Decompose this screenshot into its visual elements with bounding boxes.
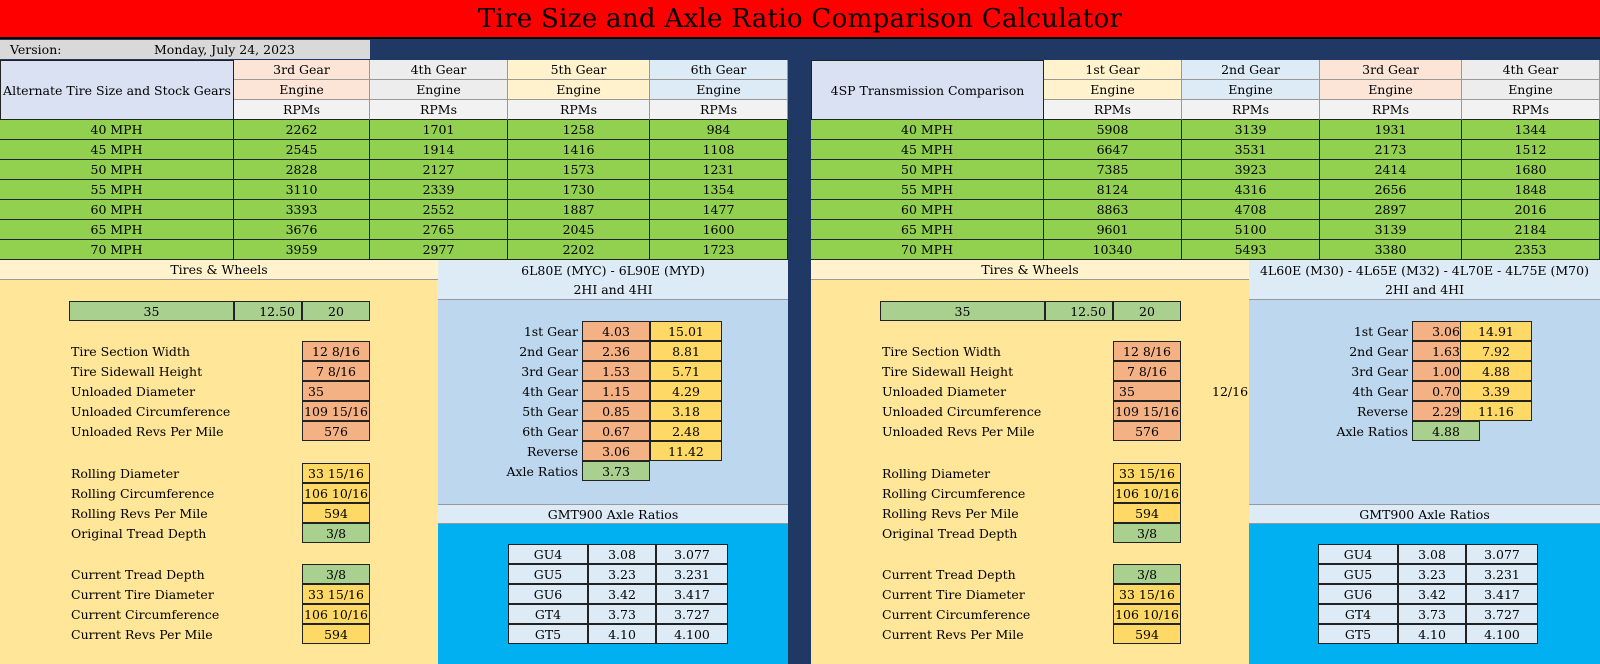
tire-metric-label: Current Circumference: [882, 606, 1031, 622]
axle-ratio-cell: 3.23: [1398, 564, 1466, 584]
rpm-value-cell[interactable]: 4708: [1182, 200, 1320, 220]
gear-label: Reverse: [526, 443, 578, 459]
version-label: Version:: [10, 42, 62, 57]
column-header-engine: Engine: [370, 80, 508, 100]
tire-size-input[interactable]: 12.50: [1045, 301, 1113, 321]
tire-metric-value[interactable]: 33 15/16: [302, 463, 370, 483]
rpm-value-cell[interactable]: 2353: [1462, 240, 1600, 260]
rpm-value-cell[interactable]: 2184: [1462, 220, 1600, 240]
column-header-gear: 1st Gear: [1044, 60, 1182, 80]
rpm-value-cell[interactable]: 984: [650, 120, 788, 140]
rpm-value-cell[interactable]: 2552: [370, 200, 508, 220]
axle-ratio-cell: 4.10: [1398, 624, 1466, 644]
tire-metric-value[interactable]: 109 15/16: [1113, 401, 1181, 421]
gear-ratio-value[interactable]: 0.70: [1412, 381, 1480, 401]
tire-metric-label: Current Circumference: [71, 606, 220, 622]
rpm-value-cell[interactable]: 1512: [1462, 140, 1600, 160]
rpm-value-cell[interactable]: 1600: [650, 220, 788, 240]
column-header-rpms: RPMs: [1182, 100, 1320, 120]
axle-ratio-input[interactable]: 3.73: [582, 461, 650, 481]
gear-label: 2nd Gear: [519, 343, 578, 359]
tire-metric-label: Current Tread Depth: [71, 566, 205, 582]
gear-ratio-value[interactable]: 1.00: [1412, 361, 1480, 381]
rpm-value-cell[interactable]: 1680: [1462, 160, 1600, 180]
tire-metric-value[interactable]: 3/8: [1113, 564, 1181, 584]
column-header-engine: Engine: [234, 80, 370, 100]
tire-metric-label: Rolling Revs Per Mile: [882, 505, 1019, 521]
rpm-value-cell[interactable]: 5493: [1182, 240, 1320, 260]
rpm-value-cell[interactable]: 3139: [1182, 120, 1320, 140]
gear-label: 4th Gear: [1352, 383, 1408, 399]
tire-metric-label: Unloaded Circumference: [71, 403, 231, 419]
tire-metric-value[interactable]: 106 10/16: [302, 483, 370, 503]
speed-row-label[interactable]: 65 MPH: [0, 220, 234, 240]
tire-metric-label: Current Tire Diameter: [71, 586, 214, 602]
tire-metric-value[interactable]: 594: [1113, 503, 1181, 523]
rpm-value-cell[interactable]: 2897: [1320, 200, 1462, 220]
axle-ratio-cell: GU6: [508, 584, 588, 604]
final-drive-value[interactable]: 5.71: [650, 361, 722, 381]
gear-ratio-value[interactable]: 1.53: [582, 361, 650, 381]
final-drive-value[interactable]: 4.88: [1460, 361, 1532, 381]
tire-metric-label: Tire Sidewall Height: [71, 363, 203, 379]
tire-metric-value[interactable]: 3/8: [302, 564, 370, 584]
tire-metric-value[interactable]: 7 8/16: [1113, 361, 1181, 381]
rpm-value-cell[interactable]: 3531: [1182, 140, 1320, 160]
version-date[interactable]: Monday, July 24, 2023: [154, 42, 295, 57]
column-header-gear: 4th Gear: [1462, 60, 1600, 80]
rpm-value-cell[interactable]: 8124: [1044, 180, 1182, 200]
axle-ratio-cell: 3.231: [1466, 564, 1538, 584]
tire-metric-value[interactable]: 33 15/16: [1113, 463, 1181, 483]
axle-ratio-cell: GT5: [1318, 624, 1398, 644]
rpm-value-cell[interactable]: 2545: [234, 140, 370, 160]
tire-metric-label: Tire Sidewall Height: [882, 363, 1014, 379]
transmission-subtitle: 2HI and 4HI: [438, 280, 788, 300]
axle-ratio-cell: 3.231: [656, 564, 728, 584]
axle-ratio-label: Axle Ratios: [506, 463, 578, 479]
tire-metric-value[interactable]: 12 8/16: [302, 341, 370, 361]
axle-ratio-cell: 3.077: [1466, 544, 1538, 564]
axle-ratio-cell: 3.727: [1466, 604, 1538, 624]
gear-label: 1st Gear: [523, 323, 578, 339]
tire-size-input[interactable]: 20: [302, 301, 370, 321]
axle-ratio-cell: 3.73: [1398, 604, 1466, 624]
tire-metric-value[interactable]: 33 15/16: [302, 584, 370, 604]
column-header-gear: 2nd Gear: [1182, 60, 1320, 80]
rpm-value-cell[interactable]: 3923: [1182, 160, 1320, 180]
rpm-value-cell[interactable]: 1701: [370, 120, 508, 140]
tires-header-right: Tires & Wheels: [811, 260, 1249, 280]
tire-size-input[interactable]: 12.50: [234, 301, 302, 321]
axle-ratio-cell: 4.100: [1466, 624, 1538, 644]
rpm-value-cell[interactable]: 9601: [1044, 220, 1182, 240]
transmission-title: 6L80E (MYC) - 6L90E (MYD): [438, 260, 788, 280]
speed-row-label[interactable]: 70 MPH: [811, 240, 1044, 260]
gear-label: 5th Gear: [522, 403, 578, 419]
tire-metric-value[interactable]: 576: [1113, 421, 1181, 441]
rpm-value-cell[interactable]: 2045: [508, 220, 650, 240]
final-drive-value[interactable]: 2.48: [650, 421, 722, 441]
rpm-value-cell[interactable]: 1258: [508, 120, 650, 140]
page-title: Tire Size and Axle Ratio Comparison Calculator: [0, 0, 1600, 39]
column-header-gear: 6th Gear: [650, 60, 788, 80]
tire-metric-label: Unloaded Revs Per Mile: [882, 423, 1035, 439]
rpm-value-cell[interactable]: 1231: [650, 160, 788, 180]
final-drive-value[interactable]: 4.29: [650, 381, 722, 401]
final-drive-value[interactable]: 3.18: [650, 401, 722, 421]
tire-metric-value[interactable]: 12 8/16: [1113, 341, 1181, 361]
speed-row-label[interactable]: 65 MPH: [811, 220, 1044, 240]
tire-metric-label: Unloaded Circumference: [882, 403, 1042, 419]
axle-ratio-cell: GU6: [1318, 584, 1398, 604]
transmission-title: 4L60E (M30) - 4L65E (M32) - 4L70E - 4L75E (M70): [1249, 260, 1600, 280]
rpm-value-cell[interactable]: 6647: [1044, 140, 1182, 160]
rpm-value-cell[interactable]: 2414: [1320, 160, 1462, 180]
axle-ratio-cell: 3.73: [588, 604, 656, 624]
column-header-rpms: RPMs: [1462, 100, 1600, 120]
rpm-value-cell[interactable]: 1848: [1462, 180, 1600, 200]
rpm-value-cell[interactable]: 3676: [234, 220, 370, 240]
speed-row-label[interactable]: 40 MPH: [0, 120, 234, 140]
rpm-value-cell[interactable]: 3110: [234, 180, 370, 200]
tire-metric-label: Rolling Circumference: [882, 485, 1026, 501]
table-corner-label: 4SP Transmission Comparison: [811, 60, 1044, 120]
column-header-gear: 4th Gear: [370, 60, 508, 80]
column-header-gear: 5th Gear: [508, 60, 650, 80]
axle-ratio-cell: 3.42: [1398, 584, 1466, 604]
axle-ratio-cell: 4.100: [656, 624, 728, 644]
tire-metric-label: Tire Section Width: [71, 343, 190, 359]
rpm-value-cell[interactable]: 2127: [370, 160, 508, 180]
extra-note: 12/16: [1212, 383, 1249, 399]
rpm-value-cell[interactable]: 1344: [1462, 120, 1600, 140]
rpm-value-cell[interactable]: 1931: [1320, 120, 1462, 140]
axle-ratio-cell: 4.10: [588, 624, 656, 644]
tire-metric-label: Unloaded Diameter: [882, 383, 1007, 399]
speed-row-label[interactable]: 70 MPH: [0, 240, 234, 260]
rpm-value-cell[interactable]: 2765: [370, 220, 508, 240]
tire-metric-value[interactable]: 106 10/16: [1113, 604, 1181, 624]
column-header-engine: Engine: [1320, 80, 1462, 100]
tire-metric-value[interactable]: 33 15/16: [1113, 584, 1181, 604]
gear-ratio-value[interactable]: 0.85: [582, 401, 650, 421]
gear-label: 3rd Gear: [521, 363, 578, 379]
rpm-value-cell[interactable]: 2828: [234, 160, 370, 180]
axle-ratio-input[interactable]: 4.88: [1412, 421, 1480, 441]
tire-metric-value[interactable]: 35: [1113, 381, 1181, 401]
axle-ratio-cell: 3.08: [1398, 544, 1466, 564]
final-drive-value[interactable]: 14.91: [1460, 321, 1532, 341]
rpm-value-cell[interactable]: 10340: [1044, 240, 1182, 260]
speed-row-label[interactable]: 60 MPH: [0, 200, 234, 220]
column-header-rpms: RPMs: [234, 100, 370, 120]
column-header-gear: 3rd Gear: [234, 60, 370, 80]
tire-metric-label: Rolling Diameter: [71, 465, 180, 481]
tire-metric-label: Rolling Diameter: [882, 465, 991, 481]
axle-ratio-cell: 3.417: [656, 584, 728, 604]
gear-label: 3rd Gear: [1351, 363, 1408, 379]
tire-metric-value[interactable]: 109 15/16: [302, 401, 370, 421]
tire-metric-label: Unloaded Diameter: [71, 383, 196, 399]
axle-ratio-cell: GU4: [1318, 544, 1398, 564]
axle-ratio-cell: 3.727: [656, 604, 728, 624]
axle-ratio-cell: GT4: [508, 604, 588, 624]
column-header-rpms: RPMs: [650, 100, 788, 120]
transmission-subtitle: 2HI and 4HI: [1249, 280, 1600, 300]
speed-row-label[interactable]: 40 MPH: [811, 120, 1044, 140]
rpm-value-cell[interactable]: 8863: [1044, 200, 1182, 220]
axle-ratio-cell: GU5: [508, 564, 588, 584]
rpm-value-cell[interactable]: 2339: [370, 180, 508, 200]
column-header-engine: Engine: [1182, 80, 1320, 100]
tire-metric-value[interactable]: 106 10/16: [302, 604, 370, 624]
tire-size-input[interactable]: 35: [880, 301, 1045, 321]
column-header-engine: Engine: [1462, 80, 1600, 100]
speed-row-label[interactable]: 60 MPH: [811, 200, 1044, 220]
rpm-value-cell[interactable]: 1914: [370, 140, 508, 160]
gear-label: 1st Gear: [1353, 323, 1408, 339]
column-header-engine: Engine: [1044, 80, 1182, 100]
version-bar: [0, 40, 370, 59]
gear-ratio-value[interactable]: 2.29: [1412, 401, 1480, 421]
gear-ratio-value[interactable]: 0.67: [582, 421, 650, 441]
table-corner-label: Alternate Tire Size and Stock Gears: [0, 60, 234, 120]
gear-ratio-value[interactable]: 3.06: [582, 441, 650, 461]
tire-metric-label: Current Tire Diameter: [882, 586, 1025, 602]
gear-ratio-value[interactable]: 2.36: [582, 341, 650, 361]
tire-metric-value[interactable]: 594: [302, 624, 370, 644]
axle-ratio-cell: 3.08: [588, 544, 656, 564]
final-drive-value[interactable]: 11.42: [650, 441, 722, 461]
tires-header-left: Tires & Wheels: [0, 260, 438, 280]
speed-row-label[interactable]: 55 MPH: [811, 180, 1044, 200]
rpm-value-cell[interactable]: 1887: [508, 200, 650, 220]
column-header-rpms: RPMs: [1044, 100, 1182, 120]
axle-ratio-cell: GT5: [508, 624, 588, 644]
tire-metric-label: Unloaded Revs Per Mile: [71, 423, 224, 439]
tire-size-input[interactable]: 35: [69, 301, 234, 321]
rpm-value-cell[interactable]: 1108: [650, 140, 788, 160]
rpm-value-cell[interactable]: 3380: [1320, 240, 1462, 260]
rpm-value-cell[interactable]: 1416: [508, 140, 650, 160]
rpm-value-cell[interactable]: 2977: [370, 240, 508, 260]
speed-row-label[interactable]: 45 MPH: [811, 140, 1044, 160]
rpm-value-cell[interactable]: 3959: [234, 240, 370, 260]
tire-metric-label: Current Tread Depth: [882, 566, 1016, 582]
column-header-rpms: RPMs: [508, 100, 650, 120]
rpm-value-cell[interactable]: 1477: [650, 200, 788, 220]
column-header-rpms: RPMs: [1320, 100, 1462, 120]
final-drive-value[interactable]: 11.16: [1460, 401, 1532, 421]
tire-metric-label: Current Revs Per Mile: [71, 626, 213, 642]
tire-metric-value[interactable]: 3/8: [302, 523, 370, 543]
tire-size-input[interactable]: 20: [1113, 301, 1181, 321]
rpm-value-cell[interactable]: 2202: [508, 240, 650, 260]
axle-ratios-title: GMT900 Axle Ratios: [438, 504, 788, 524]
rpm-value-cell[interactable]: 2656: [1320, 180, 1462, 200]
rpm-value-cell[interactable]: 2016: [1462, 200, 1600, 220]
axle-ratio-cell: 3.42: [588, 584, 656, 604]
column-header-rpms: RPMs: [370, 100, 508, 120]
axle-ratios-title: GMT900 Axle Ratios: [1249, 504, 1600, 524]
rpm-value-cell[interactable]: 5908: [1044, 120, 1182, 140]
axle-ratio-cell: GU4: [508, 544, 588, 564]
axle-ratio-cell: 3.077: [656, 544, 728, 564]
speed-row-label[interactable]: 55 MPH: [0, 180, 234, 200]
tire-metric-value[interactable]: 576: [302, 421, 370, 441]
axle-ratio-cell: 3.23: [588, 564, 656, 584]
rpm-value-cell[interactable]: 3139: [1320, 220, 1462, 240]
column-header-engine: Engine: [650, 80, 788, 100]
rpm-value-cell[interactable]: 4316: [1182, 180, 1320, 200]
column-header-engine: Engine: [508, 80, 650, 100]
tire-metric-value[interactable]: 594: [302, 503, 370, 523]
rpm-value-cell[interactable]: 1730: [508, 180, 650, 200]
speed-row-label[interactable]: 50 MPH: [811, 160, 1044, 180]
tire-metric-label: Original Tread Depth: [71, 525, 207, 541]
tire-metric-value[interactable]: 3/8: [1113, 523, 1181, 543]
axle-ratio-label: Axle Ratios: [1336, 423, 1408, 439]
rpm-value-cell[interactable]: 5100: [1182, 220, 1320, 240]
rpm-value-cell[interactable]: 1723: [650, 240, 788, 260]
axle-ratio-cell: 3.417: [1466, 584, 1538, 604]
tire-metric-label: Current Revs Per Mile: [882, 626, 1024, 642]
final-drive-value[interactable]: 15.01: [650, 321, 722, 341]
gear-ratio-value[interactable]: 3.06: [1412, 321, 1480, 341]
final-drive-value[interactable]: 7.92: [1460, 341, 1532, 361]
tire-metric-label: Tire Section Width: [882, 343, 1001, 359]
gear-ratio-value[interactable]: 4.03: [582, 321, 650, 341]
tire-metric-label: Original Tread Depth: [882, 525, 1018, 541]
gear-ratio-value[interactable]: 1.15: [582, 381, 650, 401]
rpm-value-cell[interactable]: 3393: [234, 200, 370, 220]
gear-label: 6th Gear: [522, 423, 578, 439]
tire-metric-label: Rolling Circumference: [71, 485, 215, 501]
gear-label: Reverse: [1356, 403, 1408, 419]
rpm-value-cell[interactable]: 1354: [650, 180, 788, 200]
rpm-value-cell[interactable]: 2262: [234, 120, 370, 140]
tire-metric-value[interactable]: 35: [302, 381, 370, 401]
gear-ratio-value[interactable]: 1.63: [1412, 341, 1480, 361]
final-drive-value[interactable]: 3.39: [1460, 381, 1532, 401]
tire-metric-label: Rolling Revs Per Mile: [71, 505, 208, 521]
column-header-gear: 3rd Gear: [1320, 60, 1462, 80]
rpm-value-cell[interactable]: 2173: [1320, 140, 1462, 160]
speed-row-label[interactable]: 50 MPH: [0, 160, 234, 180]
gear-label: 2nd Gear: [1349, 343, 1408, 359]
final-drive-value[interactable]: 8.81: [650, 341, 722, 361]
axle-ratio-cell: GT4: [1318, 604, 1398, 624]
rpm-value-cell[interactable]: 1573: [508, 160, 650, 180]
tire-metric-value[interactable]: 7 8/16: [302, 361, 370, 381]
rpm-value-cell[interactable]: 7385: [1044, 160, 1182, 180]
axle-ratio-cell: GU5: [1318, 564, 1398, 584]
speed-row-label[interactable]: 45 MPH: [0, 140, 234, 160]
gear-label: 4th Gear: [522, 383, 578, 399]
tire-metric-value[interactable]: 106 10/16: [1113, 483, 1181, 503]
tire-metric-value[interactable]: 594: [1113, 624, 1181, 644]
